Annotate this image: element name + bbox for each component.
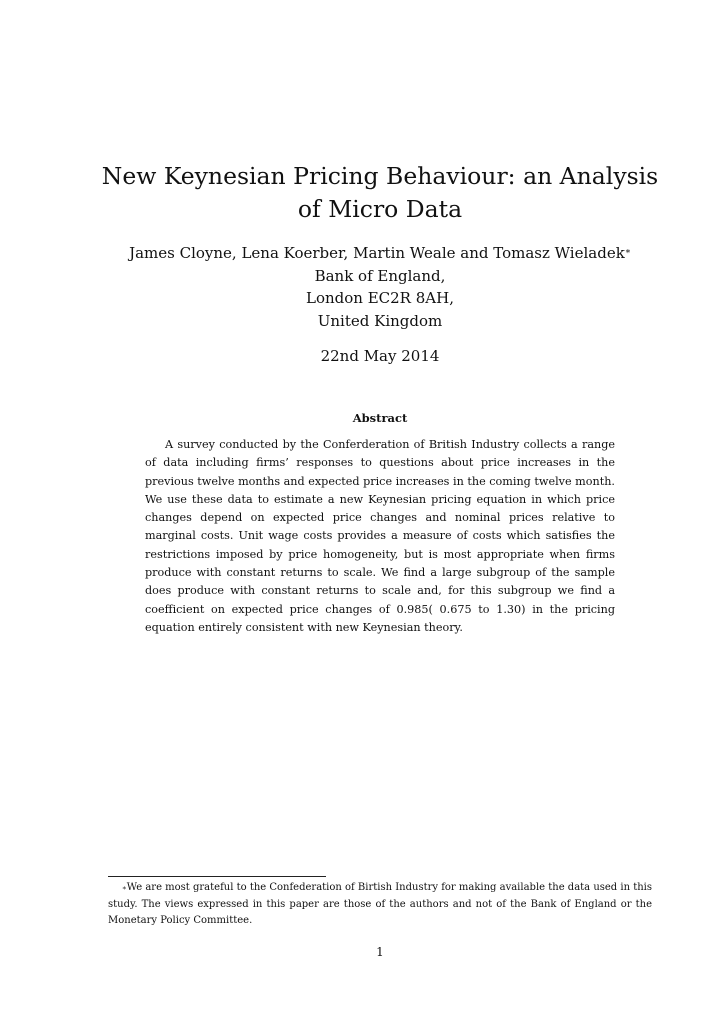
- page-number: 1: [376, 945, 384, 959]
- paper-title: New Keynesian Pricing Behaviour: an Analysis of Micro Data: [101, 162, 659, 223]
- affiliation-line: London EC2R 8AH,: [306, 289, 454, 307]
- author-list: James Cloyne, Lena Koerber, Martin Weale and Tomasz Wieladek: [129, 244, 625, 262]
- footnote-marker: ∗: [122, 884, 127, 892]
- footnote-text: We are most grateful to the Confederation of Birtish Industry for making available the data used in this study. The views expressed in this paper are those of the authors and not of the Bank of England or the Monetary Policy Committee.: [108, 882, 652, 926]
- author-block: [100, 242, 660, 332]
- affiliation-line: United Kingdom: [317, 311, 443, 330]
- footnote: [108, 880, 652, 930]
- affiliation-line: Bank of England,: [314, 266, 446, 285]
- author-footnote-marker: ∗: [624, 247, 631, 257]
- footnote-divider: [108, 876, 326, 877]
- author-names: [100, 242, 660, 265]
- paper-date: 22nd May 2014: [320, 347, 440, 365]
- abstract-heading: Abstract: [352, 411, 408, 425]
- abstract-body: A survey conducted by the Conferderation of British Industry collects a range of data including firms’ responses to questions about price increases in the previous twelve months and expected price increases in the coming twelve month. We use these data to estimate a new Keynesian pricing equation in which price changes depend on expected price changes and nominal prices relative to marginal costs. Unit wage costs provides a measure of costs which satisfies the restrictions imposed by price homogeneity, but is most appropriate when firms produce with constant returns to scale. We find a large subgroup of the sample does produce with constant returns to scale and, for this subgroup we find a coefficient on expected price changes of 0.985( 0.675 to 1.30) in the pricing equation entirely consistent with new Keynesian theory.: [145, 438, 615, 634]
